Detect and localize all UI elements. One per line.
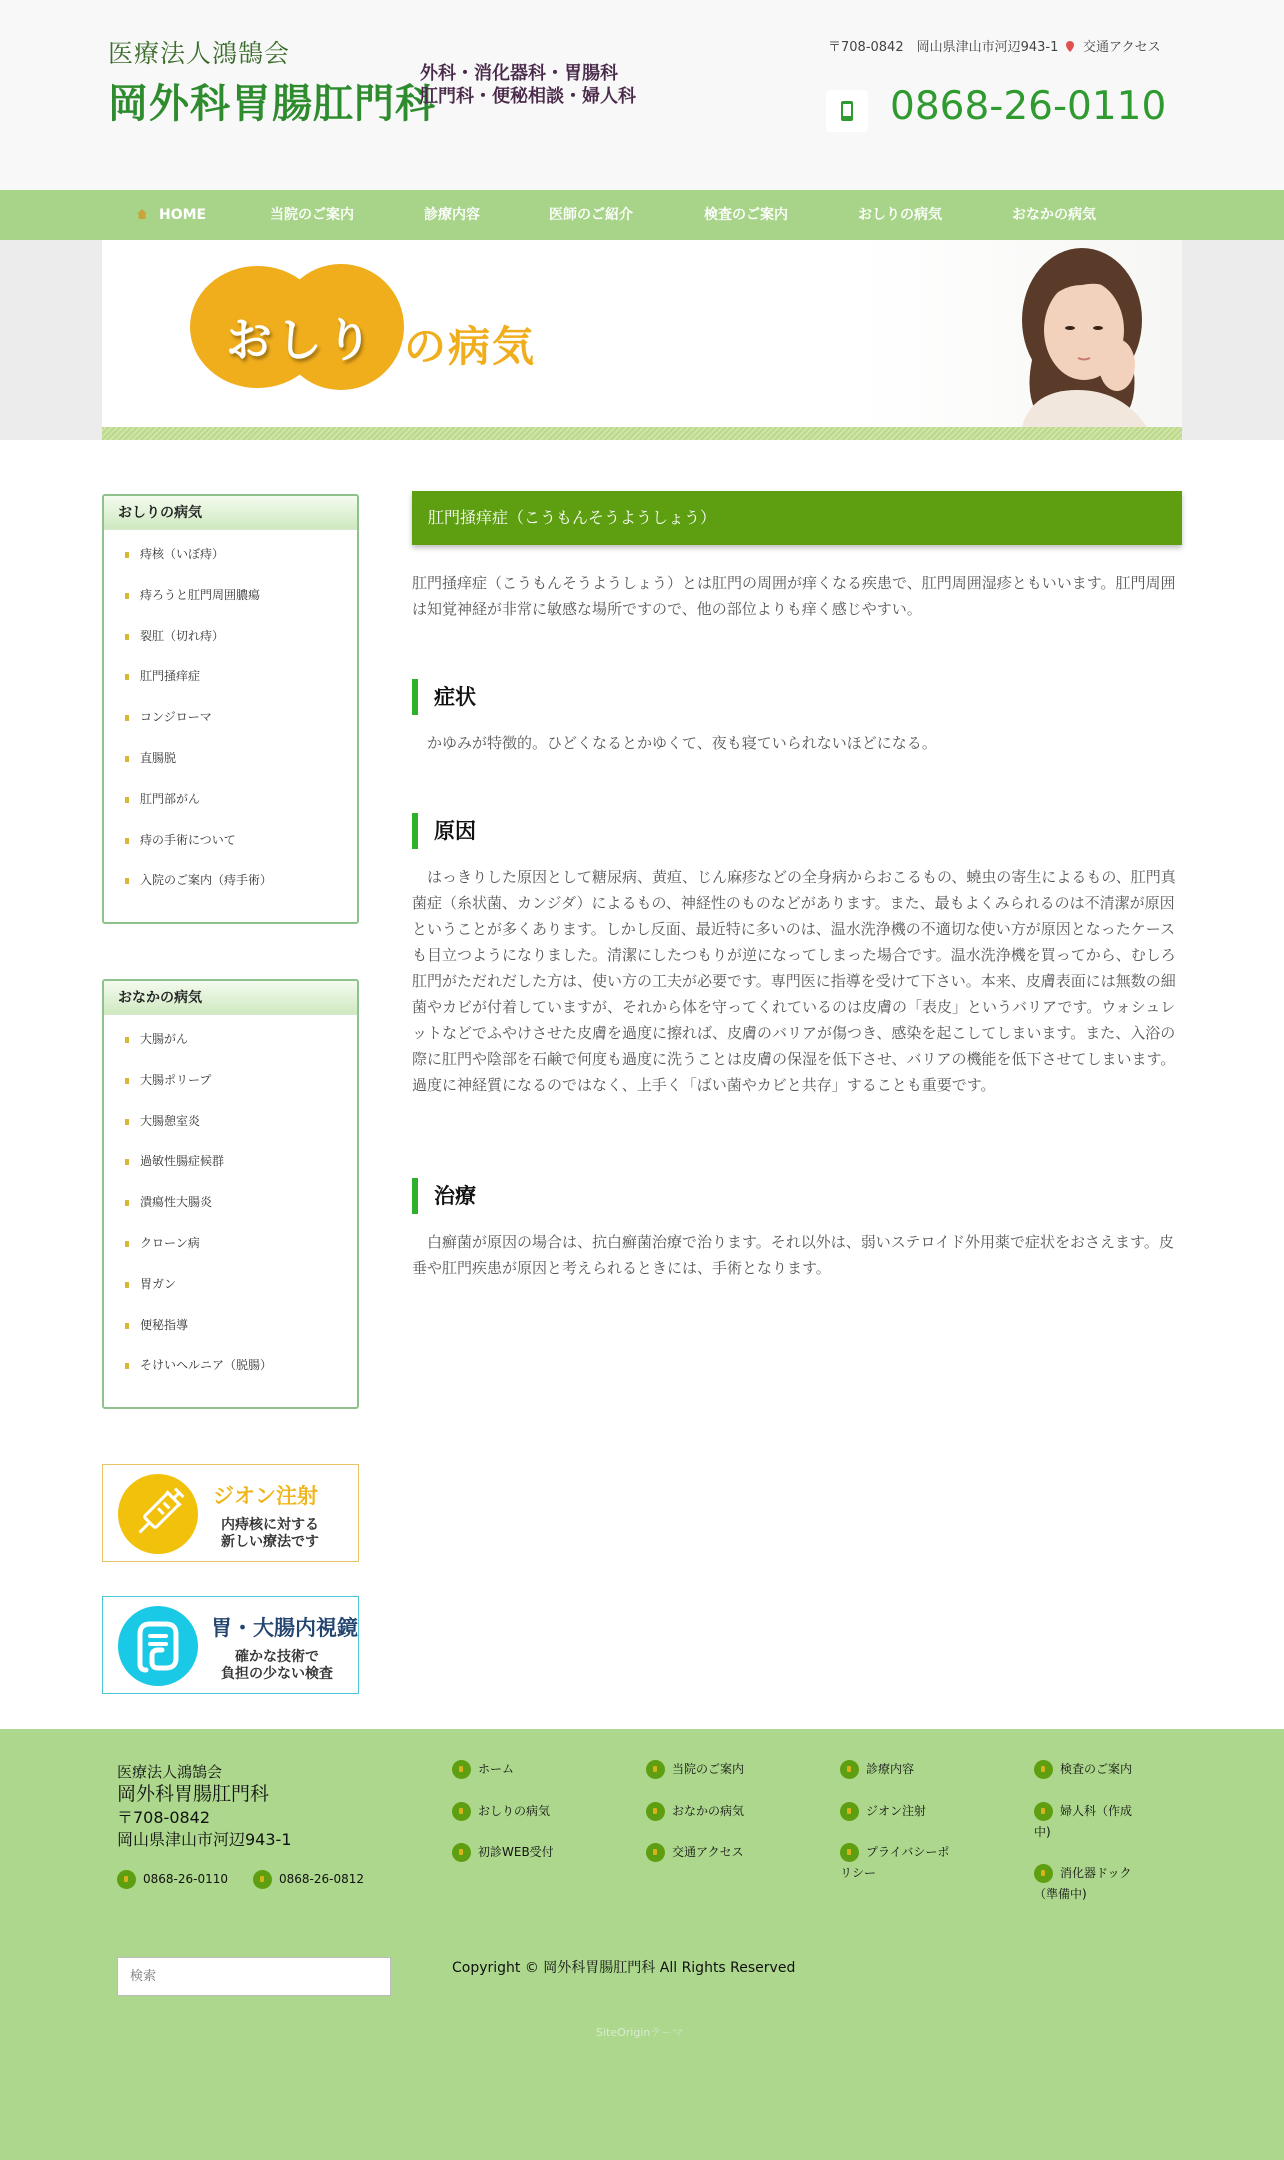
footer-link-label: 交通アクセス: [672, 1845, 744, 1859]
zion-ad-text: [221, 1517, 319, 1551]
sidebar-item-hemorrhoid[interactable]: [104, 534, 357, 575]
link-bullet-icon: [646, 1760, 665, 1779]
footer-link-label: 当院のご案内: [672, 1762, 745, 1776]
footer-link-onaka[interactable]: [646, 1801, 744, 1822]
intro-paragraph: 肛門掻痒症（こうもんそうようしょう）とは肛門の周囲が痒くなる疾患で、肛門周囲湿疹ともいいます。肛門周囲は知覚神経が非常に敏感な場所ですので、他の部位よりも痒く感じやすい。: [412, 574, 1176, 618]
footer-link-about[interactable]: [646, 1759, 744, 1780]
nav-oshiri[interactable]: おしりの病気: [858, 207, 942, 223]
footer-link-label: 検査のご案内: [1060, 1762, 1133, 1776]
sidebar-item-ibs[interactable]: [104, 1141, 357, 1182]
syringe-icon-circle: [118, 1474, 198, 1554]
page-title: 肛門掻痒症（こうもんそうようしょう）: [412, 491, 1182, 545]
bullet-icon: [125, 674, 129, 680]
footer-link-label: おなかの病気: [672, 1804, 745, 1818]
sidebar-item-label: 大腸がん: [140, 1032, 189, 1046]
bullet-icon: [125, 1200, 129, 1206]
footer-link-label: おしりの病気: [478, 1804, 551, 1818]
sidebar-item-label: 過敏性腸症候群: [140, 1154, 225, 1169]
sidebar-item-pruritus-ani[interactable]: [104, 656, 357, 697]
bullet-icon: [125, 797, 129, 803]
credit-siteorigin: SiteOrigin: [596, 2026, 651, 2039]
logo-clinic-name: 岡外科胃腸肛門科: [108, 81, 436, 127]
footer-link-label: リシー: [840, 1866, 877, 1880]
sidebar-item-label: 肛門掻痒症: [140, 669, 201, 684]
link-bullet-icon: [1034, 1760, 1053, 1779]
header-phone[interactable]: 0868-26-0110: [890, 84, 1167, 129]
zion-injection-banner[interactable]: [102, 1464, 359, 1562]
link-bullet-icon: [646, 1802, 665, 1821]
link-bullet-icon: [646, 1843, 665, 1862]
site-logo[interactable]: [108, 34, 436, 129]
sidebar-item-label: 胃ガン: [140, 1276, 177, 1291]
departments-line1: 外科・消化器科・胃腸科: [420, 63, 618, 84]
intestine-icon: [118, 1606, 198, 1686]
sidebar-item-label: コンジローマ: [140, 710, 212, 725]
sidebar-item-colon-cancer[interactable]: [104, 1019, 357, 1060]
footer-link-label: 診療内容: [866, 1762, 915, 1776]
bullet-icon: [125, 552, 129, 558]
sidebar-onaka-title: おなかの病気: [104, 981, 357, 1015]
sidebar-item-label: 潰瘍性大腸炎: [140, 1195, 213, 1210]
sidebar-item-label: クローン病: [140, 1235, 200, 1250]
endoscope-banner[interactable]: [102, 1596, 359, 1694]
symptoms-heading: 症状: [412, 679, 476, 715]
link-bullet-icon: [840, 1760, 859, 1779]
footer-link-label: 消化器ドック: [1060, 1866, 1132, 1880]
endoscope-ad-text: [221, 1649, 333, 1683]
footer-link-oshiri[interactable]: [452, 1801, 550, 1822]
cause-heading: 原因: [412, 813, 476, 849]
footer-link-label: 初診WEB受付: [478, 1845, 554, 1859]
sidebar-item-label: 大腸ポリープ: [140, 1072, 212, 1087]
sidebar-item-constipation[interactable]: [104, 1305, 357, 1346]
footer-link-dock[interactable]: [1034, 1863, 1132, 1905]
bullet-icon: [125, 1323, 129, 1329]
banner-stripe: [102, 427, 1182, 440]
nav-onaka[interactable]: おなかの病気: [1012, 207, 1096, 223]
sidebar-item-hemorrhoid-surgery[interactable]: [104, 820, 357, 861]
footer-link-zion[interactable]: [840, 1801, 926, 1822]
footer-phone-1-label: 0868-26-0110: [143, 1872, 229, 1886]
link-bullet-icon: [452, 1760, 471, 1779]
footer-link-label: 中): [1034, 1825, 1051, 1839]
header-access-link[interactable]: [1066, 36, 1161, 55]
bullet-icon: [125, 756, 129, 762]
syringe-icon: [118, 1474, 198, 1554]
link-bullet-icon: [452, 1843, 471, 1862]
endoscope-ad-line1: 確かな技術で: [235, 1649, 319, 1665]
sidebar-item-ulcerative-colitis[interactable]: [104, 1182, 357, 1223]
footer-search-input[interactable]: [117, 1957, 391, 1996]
footer-org: 医療法人鴻鵠会: [117, 1763, 223, 1781]
sidebar-item-label: 痔ろうと肛門周囲膿瘍: [140, 587, 261, 602]
sidebar-item-label: 便秘指導: [140, 1317, 189, 1332]
nav-home-label: HOME: [159, 207, 207, 223]
footer-link-label: （準備中): [1034, 1887, 1087, 1901]
sidebar-item-condyloma[interactable]: [104, 697, 357, 738]
phone-icon: [117, 1870, 136, 1889]
nav-about[interactable]: 当院のご案内: [270, 207, 354, 223]
zion-ad-line1: 内痔核に対する: [221, 1517, 319, 1533]
sidebar-item-label: 大腸憩室炎: [140, 1113, 201, 1128]
phone-icon: [838, 100, 856, 122]
sidebar-item-hernia[interactable]: [104, 1345, 357, 1386]
banner-word-disease: の病気: [404, 322, 537, 371]
treatment-heading: 治療: [412, 1178, 476, 1214]
sidebar-item-label: 直腸脱: [140, 750, 177, 765]
footer-link-exams[interactable]: [1034, 1759, 1132, 1780]
banner-person-image: [982, 240, 1182, 427]
sidebar-item-anal-fistula[interactable]: [104, 575, 357, 616]
sidebar-item-diverticulitis[interactable]: [104, 1101, 357, 1142]
bullet-icon: [125, 1119, 129, 1125]
footer-link-privacy[interactable]: [840, 1842, 949, 1884]
sidebar-oshiri-box: [102, 494, 359, 924]
sidebar-item-admission[interactable]: [104, 860, 357, 901]
banner-word-oshiri: おしり: [226, 313, 376, 367]
link-bullet-icon: [840, 1802, 859, 1821]
main-nav: [0, 190, 1284, 240]
nav-home[interactable]: [137, 190, 206, 240]
link-bullet-icon: [840, 1843, 859, 1862]
intestine-icon-circle: [118, 1606, 198, 1686]
sidebar-item-anal-fissure[interactable]: [104, 616, 357, 657]
footer-address: 岡山県津山市河辺943-1: [117, 1830, 292, 1849]
bullet-icon: [125, 715, 129, 721]
sidebar-item-label: 痔の手術について: [140, 832, 236, 847]
zion-ad-title: ジオン注射: [213, 1484, 318, 1508]
sidebar-item-crohns[interactable]: [104, 1223, 357, 1264]
sidebar-item-label: 裂肛（切れ痔）: [140, 628, 225, 643]
credit-theme: テーマ: [650, 2026, 684, 2039]
phone-icon-box: [826, 90, 868, 132]
bullet-icon: [125, 1282, 129, 1288]
bullet-icon: [125, 1037, 129, 1043]
endoscope-ad-title: 胃・大腸内視鏡: [211, 1616, 358, 1640]
sidebar-item-label: 肛門部がん: [140, 791, 201, 806]
link-bullet-icon: [452, 1802, 471, 1821]
sidebar-item-label: そけいヘルニア（脱腸）: [140, 1358, 273, 1373]
bullet-icon: [125, 1159, 129, 1165]
footer-zip: 〒708-0842: [117, 1808, 211, 1827]
nav-doctors[interactable]: 医師のご紹介: [549, 207, 633, 223]
departments-text: [420, 62, 636, 108]
link-bullet-icon: [1034, 1864, 1053, 1883]
footer-clinic-name: 岡外科胃腸肛門科: [117, 1783, 270, 1805]
bullet-icon: [125, 1363, 129, 1369]
fax-icon: [253, 1870, 272, 1889]
footer-link-access[interactable]: [646, 1842, 744, 1863]
footer-link-label: ホーム: [478, 1762, 515, 1776]
footer-link-label: ジオン注射: [866, 1804, 927, 1818]
nav-services[interactable]: 診療内容: [424, 207, 480, 223]
bullet-icon: [125, 878, 129, 884]
page-banner: [102, 240, 1182, 440]
footer-phone-2[interactable]: [253, 1870, 364, 1889]
symptoms-paragraph: かゆみが特徴的。ひどくなるとかゆくて、夜も寝ていられないほどになる。: [427, 734, 937, 752]
nav-exams[interactable]: 検査のご案内: [704, 207, 788, 223]
footer-link-label: 婦人科（作成: [1060, 1804, 1133, 1818]
bullet-icon: [125, 1078, 129, 1084]
bullet-icon: [125, 1241, 129, 1247]
zion-ad-line2: 新しい療法です: [221, 1534, 319, 1550]
bullet-icon: [125, 838, 129, 844]
footer-link-gynecology[interactable]: [1034, 1801, 1132, 1843]
logo-org-name: 医療法人鴻鵠会: [108, 39, 291, 68]
sidebar-item-colon-polyp[interactable]: [104, 1060, 357, 1101]
sidebar-onaka-box: [102, 979, 359, 1409]
treatment-paragraph: 白癬菌が原因の場合は、抗白癬菌治療で治ります。それ以外は、弱いステロイド外用薬で症状をおさえます。皮垂や肛門疾患が原因と考えられるときには、手術となります。: [412, 1233, 1174, 1277]
footer-copyright: Copyright © 岡外科胃腸肛門科 All Rights Reserved: [452, 1960, 796, 1976]
footer-phone-2-label: 0868-26-0812: [279, 1872, 365, 1886]
header-access-label: 交通アクセス: [1083, 40, 1161, 55]
sidebar-item-label: 痔核（いぼ痔）: [140, 547, 225, 561]
home-icon: [137, 209, 147, 219]
sidebar-item-anal-cancer[interactable]: [104, 779, 357, 820]
bullet-icon: [125, 634, 129, 640]
map-pin-icon: [1066, 41, 1074, 52]
cause-paragraph: はっきりした原因として糖尿病、黄疸、じん麻疹などの全身病からおこるもの、蟯虫の寄生によるもの、肛門真菌症（糸状菌、カンジダ）によるもの、神経性のものなどがあります。また、最もよくみられるのは不清潔が原因ということが多くあります。しかし反面、最近特に多いのは、温水洗浄機の不適切な使い方が原因となったケースも目立つようになりました。清潔にしたつもりが逆になってしまった場合です。温水洗浄機を買ってから、むしろ肛門がただれだした方は、使い方の工夫が必要です。専門医に指導を受けて下さい。本来、皮膚表面には無数の細菌やカビが付着していますが、それから体を守ってくれているのは皮膚の「表皮」というバリアです。ウォシュレットなどでふやけさせた皮膚を過度に擦れば、皮膚のバリアが傷つき、感染を起こしてしまいます。また、入浴の際に肛門や陰部を石鹸で何度も過度に洗うことは皮膚の保湿を低下させ、バリアの機能を低下させてしまいます。過度に神経質になるのではなく、上手く「ばい菌やカビと共存」することも重要です。: [412, 868, 1176, 1094]
footer-link-label: プライバシーポ: [866, 1845, 950, 1859]
footer-link-web[interactable]: [452, 1842, 554, 1863]
sidebar-oshiri-title: おしりの病気: [104, 496, 357, 530]
departments-line2: 肛門科・便秘相談・婦人科: [420, 86, 636, 107]
footer-link-home[interactable]: [452, 1759, 514, 1780]
sidebar-item-stomach-cancer[interactable]: [104, 1264, 357, 1305]
footer-link-services[interactable]: [840, 1759, 914, 1780]
sidebar-item-label: 入院のご案内（痔手術）: [140, 873, 273, 888]
endoscope-ad-line2: 負担の少ない検査: [221, 1666, 333, 1682]
link-bullet-icon: [1034, 1802, 1053, 1821]
header-address: 〒708-0842 岡山県津山市河辺943-1: [828, 40, 1059, 55]
sidebar-oshiri-list: [104, 530, 357, 901]
bullet-icon: [125, 593, 129, 599]
footer-theme-credit[interactable]: [596, 2024, 683, 2040]
sidebar-item-rectal-prolapse[interactable]: [104, 738, 357, 779]
footer-phone-1[interactable]: [117, 1870, 228, 1889]
sidebar-onaka-list: [104, 1015, 357, 1386]
